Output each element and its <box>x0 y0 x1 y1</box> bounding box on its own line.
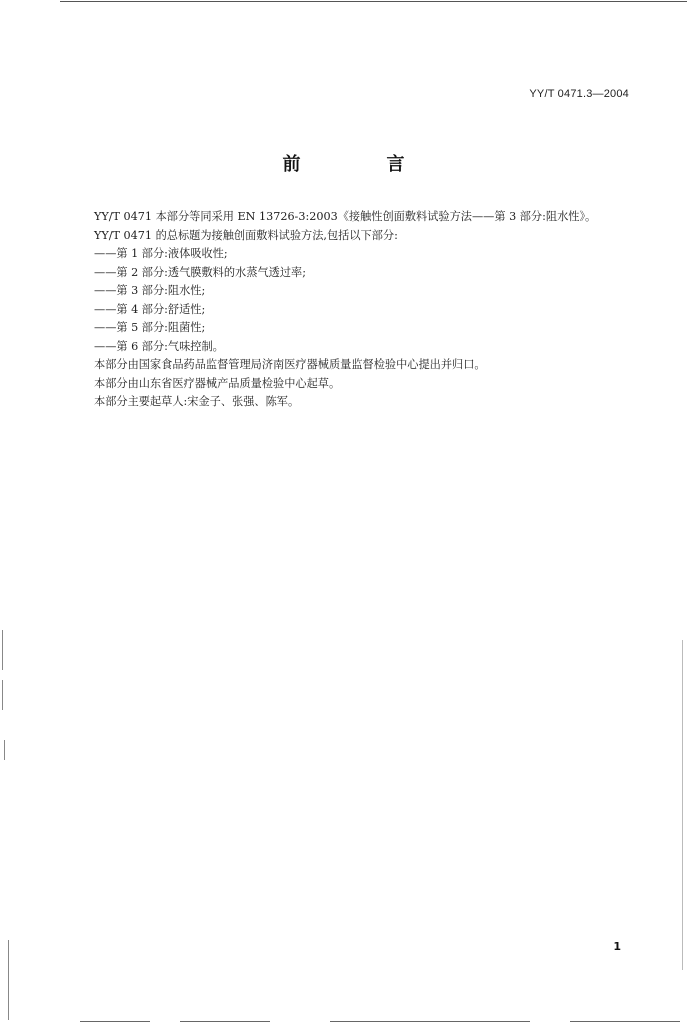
page-number: 1 <box>613 940 621 953</box>
scan-mark-left-bottom <box>8 940 9 1020</box>
list-item-part-5: ——第 5 部分:阻菌性; <box>94 321 206 334</box>
list-item-part-3: ——第 3 部分:阻水性; <box>94 284 206 297</box>
list-item-part-2: ——第 2 部分:透气膜敷料的水蒸气透过率; <box>94 265 306 279</box>
paragraph-authors: 本部分主要起草人:宋金子、张强、陈军。 <box>94 395 300 408</box>
list-item-part-4: ——第 4 部分:舒适性; <box>94 302 206 316</box>
paragraph-proposer: 本部分由国家食品药品监督管理局济南医疗器械质量监督检验中心提出并归口。 <box>94 358 486 371</box>
scan-mark-right-edge <box>682 640 683 970</box>
bottom-border-segment-1 <box>80 1021 150 1022</box>
bottom-border-segment-2 <box>180 1021 270 1022</box>
top-border-line <box>60 1 687 2</box>
scan-mark-left-lower <box>4 740 5 760</box>
scan-mark-left-upper <box>2 630 3 670</box>
scan-mark-left-middle <box>2 680 3 710</box>
foreword-body <box>94 208 654 412</box>
paragraph-adoption-statement: YY/T 0471 本部分等同采用 EN 13726-3:2003《接触性创面敷料试验方法——第 3 部分:阻水性》。 <box>94 210 597 223</box>
page-title: 前 言 <box>282 154 439 175</box>
paragraph-general-title: YY/T 0471 的总标题为接触创面敷料试验方法,包括以下部分: <box>94 228 398 242</box>
bottom-border-segment-4 <box>570 1021 680 1022</box>
paragraph-drafter: 本部分由山东省医疗器械产品质量检验中心起草。 <box>94 376 341 390</box>
list-item-part-1: ——第 1 部分:液体吸收性; <box>94 247 228 260</box>
bottom-border-segment-3 <box>330 1021 530 1022</box>
standard-code: YY/T 0471.3—2004 <box>529 88 629 100</box>
list-item-part-6: ——第 6 部分:气味控制。 <box>94 339 224 353</box>
